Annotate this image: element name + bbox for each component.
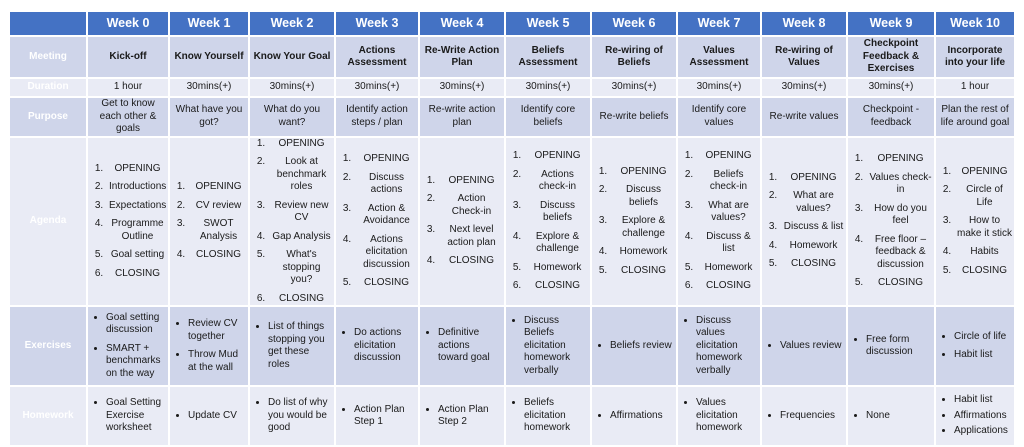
bullet-list xyxy=(90,397,166,435)
agenda-item: 5. Homework xyxy=(696,262,758,275)
agenda-cell xyxy=(677,137,761,307)
purpose-cell: Identify core values xyxy=(677,97,761,137)
agenda-item: 5. Homework xyxy=(524,262,588,275)
bullet-item: • Update CV xyxy=(188,410,246,423)
agenda-item: 3. Discuss & list xyxy=(780,221,844,234)
row-label-duration: Duration xyxy=(9,78,87,97)
exercises-cell xyxy=(335,306,419,386)
meeting-cell: Actions Assessment xyxy=(335,36,419,78)
agenda-item: 3. What are values? xyxy=(696,200,758,225)
homework-cell xyxy=(847,386,935,446)
bullet-list xyxy=(594,340,674,353)
agenda-item: 3. Action & Avoidance xyxy=(354,203,416,228)
bullet-list xyxy=(508,315,588,378)
agenda-item: 2. Action Check-in xyxy=(438,193,502,218)
bullet-item: • Free form discussion xyxy=(866,334,932,359)
week-header: Week 10 xyxy=(935,11,1015,36)
bullet-item: • Action Plan Step 2 xyxy=(438,404,502,429)
agenda-item: 4. Programme Outline xyxy=(106,218,166,243)
agenda-item: 4. Homework xyxy=(780,240,844,253)
meeting-cell: Know Yourself xyxy=(169,36,249,78)
bullet-list xyxy=(680,315,758,378)
exercises-cell xyxy=(935,306,1015,386)
agenda-item: 4. Free floor – feedback & discussion xyxy=(866,234,932,272)
bullet-item: • Goal Setting Exercise worksheet xyxy=(106,397,166,435)
agenda-item: 1. OPENING xyxy=(780,172,844,185)
agenda-item: 6. CLOSING xyxy=(106,268,166,281)
bullet-item: • None xyxy=(866,410,932,423)
agenda-cell xyxy=(169,137,249,307)
homework-row xyxy=(9,386,1015,446)
purpose-cell: Identify action steps / plan xyxy=(335,97,419,137)
bullet-item: • Goal setting discussion xyxy=(106,312,166,337)
agenda-item: 5. CLOSING xyxy=(866,277,932,290)
agenda-item: 1. OPENING xyxy=(866,153,932,166)
bullet-item: • Do actions elicitation discussion xyxy=(354,327,416,365)
agenda-cell xyxy=(591,137,677,307)
week-header: Week 6 xyxy=(591,11,677,36)
agenda-item: 3. Discuss beliefs xyxy=(524,200,588,225)
homework-cell xyxy=(761,386,847,446)
agenda-list xyxy=(508,150,588,293)
bullet-item: • Do list of why you would be good xyxy=(268,397,332,435)
agenda-cell xyxy=(87,137,169,307)
exercises-cell xyxy=(677,306,761,386)
bullet-item: • Affirmations xyxy=(954,410,1012,423)
row-label-homework: Homework xyxy=(9,386,87,446)
agenda-list xyxy=(594,166,674,278)
agenda-item: 1. OPENING xyxy=(106,163,166,176)
agenda-item: 2. Values check-in xyxy=(866,172,932,197)
agenda-item: 5. CLOSING xyxy=(610,265,674,278)
row-label-agenda: Agenda xyxy=(9,137,87,307)
purpose-cell: Checkpoint - feedback xyxy=(847,97,935,137)
agenda-cell xyxy=(761,137,847,307)
homework-cell xyxy=(591,386,677,446)
agenda-item: 4. Actions elicitation discussion xyxy=(354,234,416,272)
agenda-item: 4. Explore & challenge xyxy=(524,231,588,256)
bullet-list xyxy=(764,340,844,353)
bullet-item: • Affirmations xyxy=(610,410,674,423)
purpose-cell: Re-write values xyxy=(761,97,847,137)
bullet-item: • Frequencies xyxy=(780,410,844,423)
agenda-cell xyxy=(335,137,419,307)
exercises-cell xyxy=(761,306,847,386)
agenda-item: 1. OPENING xyxy=(954,166,1012,179)
bullet-list xyxy=(338,327,416,365)
row-label-exercises: Exercises xyxy=(9,306,87,386)
homework-cell xyxy=(335,386,419,446)
agenda-item: 4. Homework xyxy=(610,246,674,259)
homework-cell xyxy=(505,386,591,446)
bullet-item: • Applications xyxy=(954,425,1012,438)
row-label-purpose: Purpose xyxy=(9,97,87,137)
agenda-item: 4. CLOSING xyxy=(188,249,246,262)
agenda-list xyxy=(422,175,502,268)
bullet-list xyxy=(252,397,332,435)
duration-cell: 30mins(+) xyxy=(505,78,591,97)
bullet-item: • Values elicitation homework xyxy=(696,397,758,435)
agenda-cell xyxy=(935,137,1015,307)
agenda-item: 6. CLOSING xyxy=(696,280,758,293)
agenda-item: 2. Discuss actions xyxy=(354,172,416,197)
agenda-list xyxy=(90,163,166,281)
agenda-cell xyxy=(249,137,335,307)
meeting-cell: Re-wiring of Values xyxy=(761,36,847,78)
meeting-cell: Know Your Goal xyxy=(249,36,335,78)
exercises-cell xyxy=(847,306,935,386)
duration-cell: 30mins(+) xyxy=(335,78,419,97)
agenda-list xyxy=(850,153,932,290)
agenda-item: 1. OPENING xyxy=(696,150,758,163)
purpose-cell: Identify core beliefs xyxy=(505,97,591,137)
meeting-cell: Re-Write Action Plan xyxy=(419,36,505,78)
homework-cell xyxy=(677,386,761,446)
meeting-cell: Values Assessment xyxy=(677,36,761,78)
programme-schedule xyxy=(8,10,1016,447)
corner-cell xyxy=(9,11,87,36)
bullet-list xyxy=(594,410,674,423)
week-header: Week 9 xyxy=(847,11,935,36)
duration-cell: 30mins(+) xyxy=(419,78,505,97)
purpose-row xyxy=(9,97,1015,137)
purpose-cell: Re-write action plan xyxy=(419,97,505,137)
bullet-list xyxy=(764,410,844,423)
homework-cell xyxy=(249,386,335,446)
homework-cell xyxy=(935,386,1015,446)
bullet-list xyxy=(938,331,1012,362)
agenda-item: 1. OPENING xyxy=(524,150,588,163)
bullet-item: • Values review xyxy=(780,340,844,353)
bullet-list xyxy=(338,404,416,429)
agenda-item: 1. OPENING xyxy=(354,153,416,166)
bullet-list xyxy=(172,318,246,374)
purpose-cell: What do you want? xyxy=(249,97,335,137)
bullet-list xyxy=(172,410,246,423)
agenda-item: 5. CLOSING xyxy=(780,258,844,271)
duration-cell: 30mins(+) xyxy=(249,78,335,97)
duration-cell: 30mins(+) xyxy=(847,78,935,97)
bullet-list xyxy=(90,312,166,381)
bullet-list xyxy=(422,404,502,429)
homework-cell xyxy=(419,386,505,446)
bullet-item: • Discuss Beliefs elicitation homework verbally xyxy=(524,315,588,378)
agenda-item: 5. Goal setting xyxy=(106,249,166,262)
week-header: Week 4 xyxy=(419,11,505,36)
bullet-list xyxy=(938,394,1012,438)
agenda-item: 3. Review new CV xyxy=(268,200,332,225)
agenda-item: 3. Expectations xyxy=(106,200,166,213)
agenda-item: 5. CLOSING xyxy=(954,265,1012,278)
meeting-cell: Re-wiring of Beliefs xyxy=(591,36,677,78)
purpose-cell: What have you got? xyxy=(169,97,249,137)
bullet-list xyxy=(680,397,758,435)
duration-cell: 30mins(+) xyxy=(591,78,677,97)
bullet-item: • Review CV together xyxy=(188,318,246,343)
bullet-list xyxy=(850,334,932,359)
bullet-list xyxy=(252,321,332,371)
bullet-item: • Definitive actions toward goal xyxy=(438,327,502,365)
agenda-item: 4. Habits xyxy=(954,246,1012,259)
bullet-item: • Habit list xyxy=(954,394,1012,407)
week-header: Week 7 xyxy=(677,11,761,36)
agenda-list xyxy=(938,166,1012,278)
exercises-cell xyxy=(169,306,249,386)
bullet-item: • Beliefs elicitation homework xyxy=(524,397,588,435)
agenda-item: 3. How do you feel xyxy=(866,203,932,228)
agenda-item: 6. CLOSING xyxy=(268,293,332,306)
exercises-cell xyxy=(419,306,505,386)
meeting-cell: Checkpoint Feedback & Exercises xyxy=(847,36,935,78)
purpose-cell: Plan the rest of life around goal xyxy=(935,97,1015,137)
bullet-item: • Action Plan Step 1 xyxy=(354,404,416,429)
bullet-item: • Circle of life xyxy=(954,331,1012,344)
agenda-item: 2. CV review xyxy=(188,200,246,213)
purpose-cell: Get to know each other & goals xyxy=(87,97,169,137)
agenda-cell xyxy=(505,137,591,307)
agenda-item: 1. OPENING xyxy=(610,166,674,179)
week-header: Week 3 xyxy=(335,11,419,36)
week-header: Week 1 xyxy=(169,11,249,36)
exercises-row xyxy=(9,306,1015,386)
bullet-item: • List of things stopping you get these roles xyxy=(268,321,332,371)
meeting-row xyxy=(9,36,1015,78)
agenda-item: 2. Beliefs check-in xyxy=(696,169,758,194)
agenda-item: 3. SWOT Analysis xyxy=(188,218,246,243)
schedule-table xyxy=(8,10,1016,447)
agenda-item: 2. Look at benchmark roles xyxy=(268,156,332,194)
meeting-cell: Incorporate into your life xyxy=(935,36,1015,78)
bullet-list xyxy=(508,397,588,435)
agenda-cell xyxy=(847,137,935,307)
agenda-item: 6. CLOSING xyxy=(524,280,588,293)
bullet-item: • Throw Mud at the wall xyxy=(188,349,246,374)
agenda-item: 3. Explore & challenge xyxy=(610,215,674,240)
bullet-item: • Beliefs review xyxy=(610,340,674,353)
agenda-item: 4. Gap Analysis xyxy=(268,231,332,244)
purpose-cell: Re-write beliefs xyxy=(591,97,677,137)
duration-cell: 30mins(+) xyxy=(761,78,847,97)
bullet-list xyxy=(422,327,502,365)
header-row xyxy=(9,11,1015,36)
bullet-item: • SMART + benchmarks on the way xyxy=(106,343,166,381)
meeting-cell: Beliefs Assessment xyxy=(505,36,591,78)
duration-cell: 30mins(+) xyxy=(169,78,249,97)
meeting-cell: Kick-off xyxy=(87,36,169,78)
agenda-list xyxy=(680,150,758,293)
duration-cell: 1 hour xyxy=(935,78,1015,97)
agenda-item: 3. Next level action plan xyxy=(438,224,502,249)
duration-row xyxy=(9,78,1015,97)
week-header: Week 0 xyxy=(87,11,169,36)
exercises-cell xyxy=(591,306,677,386)
agenda-list xyxy=(172,181,246,262)
agenda-list xyxy=(252,138,332,306)
duration-cell: 30mins(+) xyxy=(677,78,761,97)
exercises-cell xyxy=(249,306,335,386)
week-header: Week 5 xyxy=(505,11,591,36)
agenda-item: 5. CLOSING xyxy=(354,277,416,290)
agenda-item: 1. OPENING xyxy=(188,181,246,194)
agenda-list xyxy=(764,172,844,271)
exercises-cell xyxy=(505,306,591,386)
row-label-meeting: Meeting xyxy=(9,36,87,78)
bullet-list xyxy=(850,410,932,423)
agenda-item: 2. Introductions xyxy=(106,181,166,194)
duration-cell: 1 hour xyxy=(87,78,169,97)
agenda-item: 1. OPENING xyxy=(438,175,502,188)
agenda-row xyxy=(9,137,1015,307)
agenda-item: 4. Discuss & list xyxy=(696,231,758,256)
exercises-cell xyxy=(87,306,169,386)
agenda-item: 3. How to make it stick xyxy=(954,215,1012,240)
homework-cell xyxy=(169,386,249,446)
homework-cell xyxy=(87,386,169,446)
agenda-item: 2. Circle of Life xyxy=(954,184,1012,209)
agenda-list xyxy=(338,153,416,290)
agenda-item: 5. What's stopping you? xyxy=(268,249,332,287)
week-header: Week 8 xyxy=(761,11,847,36)
agenda-item: 2. Actions check-in xyxy=(524,169,588,194)
agenda-item: 2. What are values? xyxy=(780,190,844,215)
agenda-item: 1. OPENING xyxy=(268,138,332,151)
agenda-cell xyxy=(419,137,505,307)
bullet-item: • Discuss values elicitation homework verbally xyxy=(696,315,758,378)
bullet-item: • Habit list xyxy=(954,349,1012,362)
agenda-item: 4. CLOSING xyxy=(438,255,502,268)
agenda-item: 2. Discuss beliefs xyxy=(610,184,674,209)
week-header: Week 2 xyxy=(249,11,335,36)
